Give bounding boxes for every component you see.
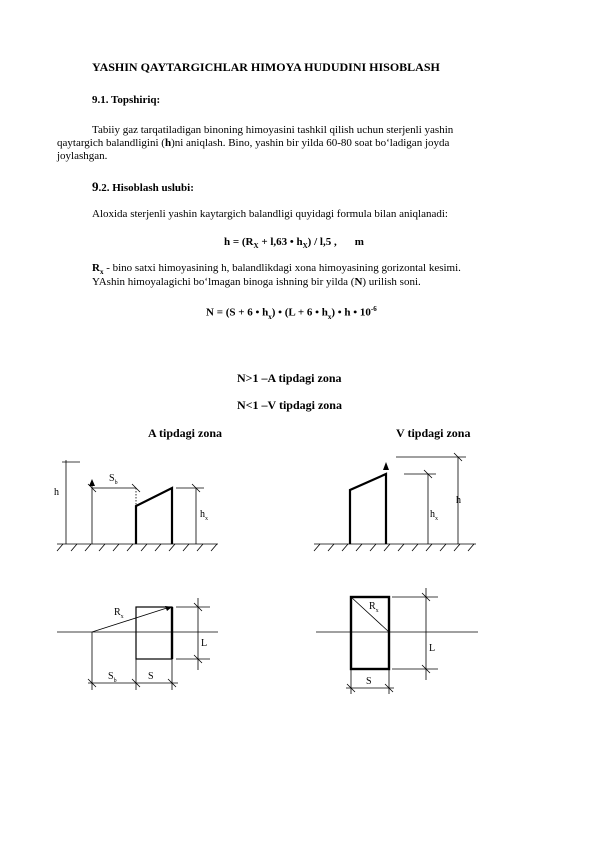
- v-plan-label-s: S: [366, 676, 372, 687]
- definition-rx-text: - bino satxi himoyasining h, balandlikdagi xona himoyasining gorizontal kesimi.: [103, 262, 461, 274]
- v-elev-label-hx: [430, 508, 438, 526]
- a-plan-label-rx-sub: x: [120, 614, 124, 620]
- a-elev-label-sb-main: S: [109, 473, 115, 484]
- task-line-1: Tabiiy gaz tarqatiladigan binoning himoyasini tashkil qilish uchun sterjenli yashin: [92, 124, 454, 136]
- a-elev-label-hx: [200, 508, 208, 526]
- method-intro: Aloxida sterjenli yashin kaytargich balandligi quyidagi formula bilan aniqlanadi:: [92, 208, 448, 220]
- zone-a-condition: N>1 –A tipdagi zona: [237, 371, 342, 385]
- formula-h-sub2: X: [302, 242, 308, 251]
- v-elev-label-hx-main: h: [430, 509, 435, 520]
- section-1-heading: 9.1. Topshiriq:: [92, 94, 161, 106]
- task-line-2-h: h: [164, 137, 172, 149]
- a-elev-label-h: h: [54, 487, 59, 498]
- a-plan-label-sb-main: S: [108, 671, 114, 682]
- v-elev-ground-hatch: [314, 544, 474, 551]
- formula-h-sub1: X: [253, 242, 259, 251]
- v-elev-label-h: h: [456, 495, 461, 506]
- a-plan-label-rx: [114, 606, 124, 624]
- formula-h-mid: + l,63 • h: [258, 236, 303, 248]
- v-zone-elevation: [314, 453, 476, 551]
- a-elev-label-sb: [109, 472, 118, 490]
- a-plan-label-s: S: [148, 671, 154, 682]
- task-line-2-a: qaytargich balandligini (: [57, 137, 165, 149]
- task-line-3: joylashgan.: [57, 150, 108, 162]
- v-plan-label-rx: [369, 600, 379, 618]
- formula-n-s1: x: [268, 312, 272, 321]
- formula-h-end: ) / l,5 ,: [307, 236, 337, 248]
- a-elev-label-sb-sub: b: [114, 480, 118, 486]
- zone-v-condition: N<1 –V tipdagi zona: [237, 398, 342, 412]
- formula-h-main: h = (R: [224, 236, 254, 248]
- a-plan-label-l: L: [201, 638, 208, 649]
- a-elev-building: [136, 488, 172, 544]
- formula-n-a: N = (S + 6 • h: [206, 306, 269, 319]
- v-plan-label-rx-sub: x: [375, 608, 379, 614]
- a-elev-ground-hatch: [57, 544, 217, 551]
- definition-n-a: YAshin himoyalagichi bo‘lmagan binoga ishning bir yilda (: [92, 276, 355, 288]
- page-title: YASHIN QAYTARGICHLAR HIMOYA HUDUDINI HISOBLASH: [92, 60, 440, 74]
- a-elev-label-hx-main: h: [200, 509, 205, 520]
- v-plan-label-rx-main: R: [369, 601, 376, 612]
- definition-n-c: ) urilish soni.: [362, 276, 421, 288]
- a-plan-label-rx-main: R: [114, 607, 121, 618]
- v-elev-building: [350, 474, 386, 544]
- a-elev-label-hx-sub: x: [205, 516, 208, 522]
- section-2-heading-rest: .2. Hisoblash uslubi:: [98, 182, 194, 194]
- formula-n-c: ) • h • 10: [331, 306, 371, 319]
- a-elev-rod-arrow: [89, 479, 95, 486]
- formula-n-s2: x: [327, 312, 332, 321]
- formula-h-unit: m: [354, 236, 364, 248]
- a-plan-label-sb: [108, 670, 117, 688]
- v-elev-label-hx-sub: x: [435, 516, 438, 522]
- a-zone-plan: [57, 598, 218, 690]
- a-plan-building-outline: [136, 607, 172, 659]
- zone-a-label: A tipdagi zona: [148, 426, 223, 440]
- definition-rx-symbol: R: [92, 262, 100, 274]
- section-2-heading-num: 9: [92, 179, 99, 194]
- zone-v-label: V tipdagi zona: [396, 426, 471, 440]
- definition-n-b: N: [354, 276, 363, 288]
- v-zone-plan: [316, 588, 478, 694]
- definition-rx-sub: x: [99, 268, 104, 277]
- formula-n-b: ) • (L + 6 • h: [271, 306, 328, 319]
- v-elev-rod-arrow: [383, 462, 389, 470]
- formula-n-sup: -6: [370, 305, 377, 313]
- a-plan-label-sb-sub: b: [113, 678, 117, 684]
- v-plan-label-l: L: [429, 643, 436, 654]
- a-plan-rx-radius: [92, 607, 170, 632]
- task-line-2-c: )ni aniqlash. Bino, yashin bir yilda 60-80 soat bo‘ladigan joyda: [171, 137, 450, 149]
- a-zone-elevation: [57, 460, 218, 551]
